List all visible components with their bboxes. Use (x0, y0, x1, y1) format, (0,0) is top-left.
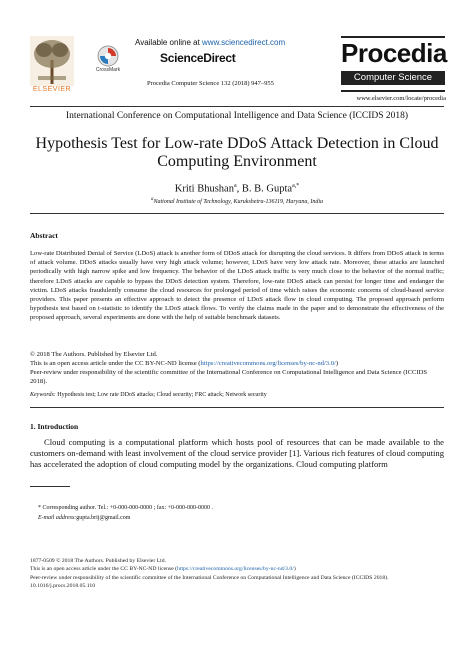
bottom-license-suffix: ) (293, 566, 296, 573)
footnote-divider (30, 486, 70, 487)
email-address[interactable]: gupta.brij@gmail.com (76, 515, 131, 521)
affiliation (30, 197, 444, 205)
footnote (38, 503, 438, 523)
sciencedirect-wordmark: ScienceDirect (160, 51, 236, 65)
abstract-body: Low-rate Distributed Denial of Service (LDoS) attack is another form of DDoS attack for disrupting the cloud services. It differs from DDoS attack in terms of attack volume. DDoS attacks usually have very high attack volume; however, LDoS have very low attack rate. Moreover, these attacks are launched periodically with high narrow spike and low frequency. The behavior of the LDoS attack traffic is very much close to the behavior of the normal traffic; therefore LDoS attacks are capable to bypass the DDoS detection system. Therefore, low-rate DDoS attack can persist for longer time and endanger the victim. LDoS attacks fraudulently consume the cloud resources for prolonged period of time which raises the economic concerns of cloud-based service providers. This paper presents an effective approach to detect the presence of LDoS attack flow in cloud computing. The proposed approach perform hypothesis test based on t-statistic to identify the LDoS attack flows. To verify the claims made in the paper and to demonstrate the effectiveness of the proposed approach, several experiments are done with the help of suitable benchmark datasets. (30, 250, 444, 322)
corresponding-author: * Corresponding author. Tel.: +0-000-000-0000 ; fax: +0-000-000-0000 . (38, 505, 214, 511)
peer-review-line: Peer-review under responsibility of the scientific committee of the International Conference on Computational Intelligence and Data Science (ICCIDS 2018). (30, 369, 428, 385)
bottom-license-line (30, 565, 444, 573)
bottom-license-prefix: This is an open access article under the CC BY-NC-ND license ( (30, 566, 178, 573)
copyright-line: © 2018 The Authors. Published by Elsevier Ltd. (30, 351, 158, 358)
elsevier-tree-logo (30, 36, 74, 86)
issn-line: 1877-0509 © 2018 The Authors. Published by Elsevier Ltd. (30, 558, 166, 564)
conference-name: International Conference on Computational Intelligence and Data Science (ICCIDS 2018) (65, 111, 409, 121)
author-2-sup: a,* (292, 183, 300, 189)
abstract-top-divider (30, 213, 444, 214)
journal-reference: Procedia Computer Science 132 (2018) 947–955 (147, 80, 274, 87)
paper-title-line2: Computing Environment (157, 153, 317, 170)
crossmark-label: CrossMark (95, 67, 121, 73)
affiliation-text: National Institute of Technology, Kurukshetra-136119, Haryana, India (153, 199, 323, 205)
license-prefix: This is an open access article under the CC BY-NC-ND license ( (30, 360, 201, 367)
paper-title (30, 135, 444, 171)
elsevier-wordmark: ELSEVIER (32, 86, 72, 93)
license-line (30, 359, 444, 368)
keywords-line (30, 392, 444, 398)
keywords-divider (30, 407, 444, 408)
bottom-license-link[interactable]: https://creativecommons.org/licenses/by-nc-nd/3.0/ (177, 566, 294, 573)
abstract-copyright (30, 350, 444, 386)
sciencedirect-link[interactable]: www.sciencedirect.com (202, 38, 286, 47)
bottom-peer-review: Peer-review under responsibility of the scientific committee of the International Conference on Computational Intelligence and Data Science (ICCIDS 2018). (30, 574, 389, 581)
available-prefix: Available online at (135, 38, 203, 47)
procedia-subtitle: Computer Science (341, 71, 445, 85)
available-online-line (135, 38, 285, 47)
author-2: , B. B. Gupta (236, 183, 293, 195)
intro-body: Cloud computing is a computational platform which hosts pool of resources that can be made available to the customers on-demand with least involvement of the cloud service provider [1]. Various rich features of cloud computing has accelerated the adoption of cloud computing model by the organizations. Cloud computing platform (30, 437, 444, 470)
keywords-text: Hypothesis test; Low rate DDoS attacks; Cloud security; FRC attack; Network security (57, 392, 267, 398)
author-list (30, 183, 444, 195)
license-link[interactable]: https://creativecommons.org/licenses/by-nc-nd/3.0/ (200, 360, 336, 367)
header-divider (30, 106, 444, 107)
license-suffix: ) (335, 360, 339, 367)
intro-heading: 1. Introduction (30, 422, 79, 431)
paper-title-line1: Hypothesis Test for Low-rate DDoS Attack Detection in Cloud (35, 135, 439, 152)
crossmark-icon[interactable] (97, 45, 119, 67)
keywords-label: Keywords: (30, 392, 56, 398)
email-label: E-mail address: (38, 515, 77, 521)
procedia-website[interactable]: www.elsevier.com/locate/procedia (356, 95, 446, 102)
bottom-frontmatter (30, 557, 444, 590)
abstract-heading: Abstract (30, 231, 58, 240)
email-line (38, 513, 438, 523)
procedia-title: Procedia (341, 38, 447, 68)
affiliation-sup: a (151, 197, 154, 202)
author-1: Kriti Bhushan (174, 183, 234, 195)
doi-line[interactable]: 10.1016/j.procs.2018.05.110 (30, 582, 96, 589)
author-1-sup: a (233, 183, 237, 189)
